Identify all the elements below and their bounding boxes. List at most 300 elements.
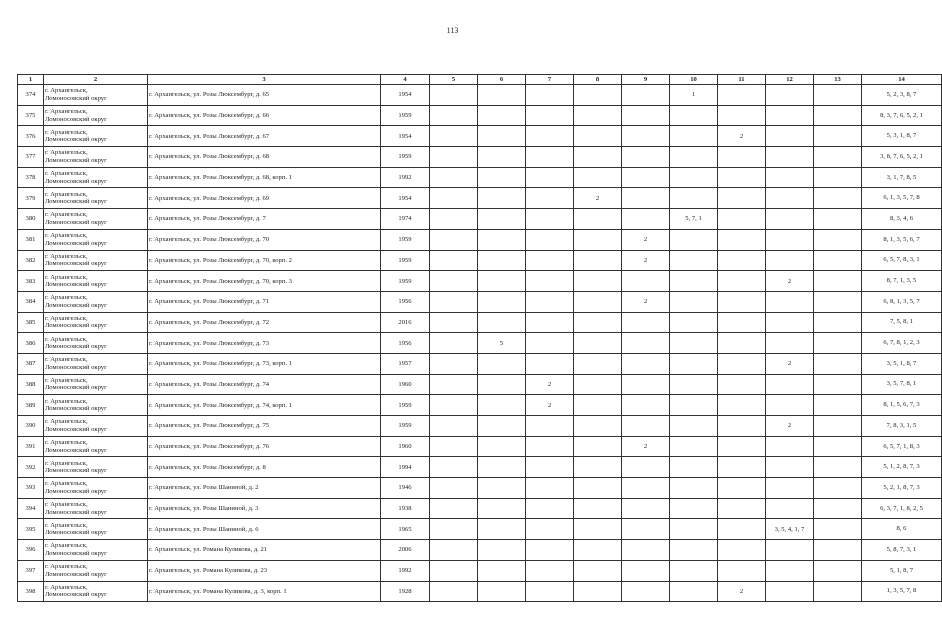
col-10-cell — [670, 167, 718, 188]
year-cell: 1959 — [381, 105, 430, 126]
location-city: г. Архангельск, — [45, 211, 88, 219]
col-11-cell — [718, 519, 766, 540]
col-6-cell — [478, 167, 526, 188]
col-13-cell — [814, 374, 862, 395]
location-district: Ломоносовский округ — [45, 115, 107, 123]
col-13-cell — [814, 271, 862, 292]
col-12-cell: 3, 5, 4, 1, 7 — [766, 519, 814, 540]
location-cell — [44, 188, 148, 209]
col-6-cell — [478, 250, 526, 271]
location-district: Ломоносовский округ — [45, 529, 107, 537]
location-district: Ломоносовский округ — [45, 198, 107, 206]
col-12-cell — [766, 250, 814, 271]
col-12-cell — [766, 126, 814, 147]
col-11-cell — [718, 147, 766, 168]
table-row — [18, 291, 942, 312]
col-12-cell — [766, 188, 814, 209]
col-7-cell — [526, 478, 574, 499]
address-cell: г. Архангельск, ул. Розы Шаниной, д. 2 — [148, 478, 381, 499]
col-14-cell: 8, 1, 5, 6, 7, 3 — [862, 395, 942, 416]
col-7-cell — [526, 126, 574, 147]
col-13-cell — [814, 519, 862, 540]
col-11-cell — [718, 457, 766, 478]
location-cell — [44, 271, 148, 292]
col-10-cell — [670, 333, 718, 354]
table-row — [18, 85, 942, 106]
col-9-cell — [622, 478, 670, 499]
col-14-cell: 6, 5, 7, 8, 3, 1 — [862, 250, 942, 271]
row-number-cell: 380 — [18, 209, 44, 230]
col-9-cell — [622, 581, 670, 602]
col-5-cell — [430, 188, 478, 209]
table-row — [18, 250, 942, 271]
row-number-cell: 374 — [18, 85, 44, 106]
col-7-cell — [526, 250, 574, 271]
col-14-cell: 8, 7, 1, 3, 5 — [862, 271, 942, 292]
col-9-cell — [622, 540, 670, 561]
column-header: 11 — [718, 75, 766, 85]
address-cell: г. Архангельск, ул. Розы Люксембург, д. 74, корп. 1 — [148, 395, 381, 416]
year-cell: 1992 — [381, 560, 430, 581]
col-10-cell — [670, 147, 718, 168]
col-9-cell — [622, 271, 670, 292]
row-number-cell: 379 — [18, 188, 44, 209]
col-8-cell — [574, 498, 622, 519]
address-cell: г. Архангельск, ул. Розы Люксембург, д. 73 — [148, 333, 381, 354]
row-number-cell: 388 — [18, 374, 44, 395]
location-cell — [44, 333, 148, 354]
col-11-cell — [718, 498, 766, 519]
col-5-cell — [430, 436, 478, 457]
col-13-cell — [814, 333, 862, 354]
col-12-cell — [766, 167, 814, 188]
col-14-cell: 5, 1, 2, 8, 7, 3 — [862, 457, 942, 478]
col-5-cell — [430, 519, 478, 540]
col-10-cell — [670, 105, 718, 126]
col-9-cell — [622, 85, 670, 106]
row-number-cell: 392 — [18, 457, 44, 478]
col-9-cell — [622, 395, 670, 416]
col-10-cell — [670, 188, 718, 209]
table-row — [18, 436, 942, 457]
col-7-cell — [526, 209, 574, 230]
col-10-cell — [670, 229, 718, 250]
year-cell: 1992 — [381, 167, 430, 188]
col-6-cell — [478, 478, 526, 499]
year-cell: 1994 — [381, 457, 430, 478]
column-header: 9 — [622, 75, 670, 85]
col-5-cell — [430, 498, 478, 519]
page-number: 113 — [446, 26, 459, 35]
col-10-cell — [670, 560, 718, 581]
col-7-cell — [526, 416, 574, 437]
col-12-cell — [766, 560, 814, 581]
col-7-cell — [526, 188, 574, 209]
location-district: Ломоносовский округ — [45, 363, 107, 371]
table-row — [18, 229, 942, 250]
col-14-cell: 6, 1, 3, 5, 7, 8 — [862, 188, 942, 209]
address-cell: г. Архангельск, ул. Розы Люксембург, д. 73, корп. 1 — [148, 353, 381, 374]
year-cell: 2016 — [381, 312, 430, 333]
col-13-cell — [814, 85, 862, 106]
address-cell: г. Архангельск, ул. Розы Люксембург, д. 8 — [148, 457, 381, 478]
col-6-cell — [478, 457, 526, 478]
col-14-cell: 3, 5, 7, 8, 1 — [862, 374, 942, 395]
col-14-cell: 5, 3, 1, 8, 7 — [862, 126, 942, 147]
location-cell — [44, 209, 148, 230]
col-10-cell — [670, 271, 718, 292]
col-12-cell — [766, 374, 814, 395]
row-number-cell: 375 — [18, 105, 44, 126]
col-9-cell — [622, 498, 670, 519]
col-6-cell — [478, 126, 526, 147]
col-7-cell: 2 — [526, 374, 574, 395]
col-7-cell — [526, 436, 574, 457]
data-table — [17, 74, 942, 602]
location-district: Ломоносовский округ — [45, 239, 107, 247]
col-11-cell — [718, 416, 766, 437]
col-5-cell — [430, 291, 478, 312]
col-13-cell — [814, 126, 862, 147]
col-6-cell — [478, 498, 526, 519]
col-8-cell — [574, 374, 622, 395]
col-12-cell — [766, 312, 814, 333]
address-cell: г. Архангельск, ул. Розы Люксембург, д. 68 — [148, 147, 381, 168]
col-7-cell: 2 — [526, 395, 574, 416]
col-10-cell — [670, 498, 718, 519]
col-11-cell — [718, 105, 766, 126]
table-row — [18, 188, 942, 209]
year-cell: 1956 — [381, 333, 430, 354]
col-12-cell — [766, 436, 814, 457]
col-10-cell — [670, 540, 718, 561]
table-row — [18, 126, 942, 147]
row-number-cell: 386 — [18, 333, 44, 354]
address-cell: г. Архангельск, ул. Розы Люксембург, д. 7 — [148, 209, 381, 230]
year-cell: 1974 — [381, 209, 430, 230]
col-8-cell — [574, 436, 622, 457]
col-5-cell — [430, 105, 478, 126]
row-number-cell: 391 — [18, 436, 44, 457]
col-14-cell: 5, 1, 8, 7 — [862, 560, 942, 581]
col-8-cell — [574, 291, 622, 312]
col-9-cell: 2 — [622, 229, 670, 250]
col-5-cell — [430, 147, 478, 168]
location-cell — [44, 312, 148, 333]
col-12-cell — [766, 395, 814, 416]
col-5-cell — [430, 312, 478, 333]
location-district: Ломоносовский округ — [45, 508, 107, 516]
address-cell: г. Архангельск, ул. Розы Люксембург, д. 70 — [148, 229, 381, 250]
table-row — [18, 333, 942, 354]
location-city: г. Архангельск, — [45, 314, 88, 322]
col-8-cell — [574, 250, 622, 271]
col-9-cell — [622, 312, 670, 333]
year-cell: 1957 — [381, 353, 430, 374]
location-cell — [44, 126, 148, 147]
table-row — [18, 519, 942, 540]
location-district: Ломоносовский округ — [45, 384, 107, 392]
location-cell — [44, 478, 148, 499]
col-8-cell — [574, 85, 622, 106]
col-8-cell — [574, 395, 622, 416]
col-11-cell — [718, 374, 766, 395]
col-10-cell — [670, 581, 718, 602]
col-7-cell — [526, 353, 574, 374]
col-6-cell — [478, 147, 526, 168]
column-header: 3 — [148, 75, 381, 85]
year-cell: 1946 — [381, 478, 430, 499]
table-row — [18, 105, 942, 126]
col-11-cell — [718, 312, 766, 333]
column-header: 6 — [478, 75, 526, 85]
col-12-cell — [766, 540, 814, 561]
table-row — [18, 540, 942, 561]
col-11-cell — [718, 333, 766, 354]
location-city: г. Архангельск, — [45, 397, 88, 405]
col-12-cell — [766, 478, 814, 499]
col-14-cell: 6, 7, 8, 1, 2, 3 — [862, 333, 942, 354]
col-8-cell — [574, 312, 622, 333]
address-cell: г. Архангельск, ул. Розы Люксембург, д. 76 — [148, 436, 381, 457]
col-7-cell — [526, 498, 574, 519]
col-13-cell — [814, 188, 862, 209]
year-cell: 1960 — [381, 374, 430, 395]
column-header: 4 — [381, 75, 430, 85]
col-10-cell — [670, 126, 718, 147]
address-cell: г. Архангельск, ул. Розы Люксембург, д. 69 — [148, 188, 381, 209]
location-city: г. Архангельск, — [45, 149, 88, 157]
col-14-cell: 5, 2, 3, 8, 7 — [862, 85, 942, 106]
col-8-cell — [574, 581, 622, 602]
col-14-cell: 6, 3, 7, 1, 8, 2, 5 — [862, 498, 942, 519]
col-6-cell — [478, 519, 526, 540]
col-6-cell — [478, 188, 526, 209]
table-row — [18, 353, 942, 374]
col-12-cell — [766, 105, 814, 126]
location-district: Ломоносовский округ — [45, 94, 107, 102]
col-12-cell — [766, 85, 814, 106]
year-cell: 1959 — [381, 416, 430, 437]
location-district: Ломоносовский округ — [45, 425, 107, 433]
col-8-cell — [574, 147, 622, 168]
address-cell: г. Архангельск, ул. Розы Люксембург, д. 70, корп. 2 — [148, 250, 381, 271]
location-district: Ломоносовский округ — [45, 405, 107, 413]
col-14-cell: 6, 5, 7, 1, 8, 3 — [862, 436, 942, 457]
col-10-cell — [670, 436, 718, 457]
location-city: г. Архангельск, — [45, 480, 88, 488]
col-9-cell — [622, 416, 670, 437]
col-11-cell — [718, 560, 766, 581]
table-row — [18, 374, 942, 395]
col-5-cell — [430, 167, 478, 188]
address-cell: г. Архангельск, ул. Розы Люксембург, д. 74 — [148, 374, 381, 395]
table-body — [18, 85, 942, 602]
year-cell: 1954 — [381, 126, 430, 147]
col-7-cell — [526, 333, 574, 354]
location-cell — [44, 560, 148, 581]
col-8-cell — [574, 333, 622, 354]
table-row — [18, 271, 942, 292]
location-district: Ломоносовский округ — [45, 487, 107, 495]
col-9-cell — [622, 147, 670, 168]
header-row — [18, 75, 942, 85]
col-7-cell — [526, 85, 574, 106]
row-number-cell: 395 — [18, 519, 44, 540]
col-8-cell — [574, 540, 622, 561]
location-district: Ломоносовский округ — [45, 322, 107, 330]
location-city: г. Архангельск, — [45, 128, 88, 136]
col-7-cell — [526, 105, 574, 126]
col-5-cell — [430, 229, 478, 250]
location-cell — [44, 374, 148, 395]
location-cell — [44, 581, 148, 602]
col-8-cell — [574, 478, 622, 499]
location-city: г. Архангельск, — [45, 252, 88, 260]
col-5-cell — [430, 395, 478, 416]
col-14-cell: 3, 8, 7, 6, 5, 2, 1 — [862, 147, 942, 168]
table-row — [18, 581, 942, 602]
address-cell: г. Архангельск, ул. Розы Люксембург, д. 70, корп. 3 — [148, 271, 381, 292]
col-8-cell — [574, 229, 622, 250]
location-cell — [44, 540, 148, 561]
column-header: 2 — [44, 75, 148, 85]
col-10-cell — [670, 416, 718, 437]
row-number-cell: 376 — [18, 126, 44, 147]
col-7-cell — [526, 457, 574, 478]
col-14-cell: 5, 8, 7, 3, 1 — [862, 540, 942, 561]
location-district: Ломоносовский округ — [45, 281, 107, 289]
col-13-cell — [814, 416, 862, 437]
col-11-cell: 2 — [718, 126, 766, 147]
col-9-cell — [622, 188, 670, 209]
col-9-cell — [622, 353, 670, 374]
location-cell — [44, 457, 148, 478]
address-cell: г. Архангельск, ул. Розы Люксембург, д. 71 — [148, 291, 381, 312]
col-11-cell — [718, 291, 766, 312]
col-11-cell — [718, 478, 766, 499]
col-6-cell — [478, 229, 526, 250]
col-12-cell: 2 — [766, 416, 814, 437]
col-13-cell — [814, 560, 862, 581]
table-row — [18, 312, 942, 333]
location-district: Ломоносовский округ — [45, 260, 107, 268]
col-8-cell — [574, 167, 622, 188]
row-number-cell: 383 — [18, 271, 44, 292]
address-cell: г. Архангельск, ул. Розы Люксембург, д. 65 — [148, 85, 381, 106]
col-14-cell: 8, 1, 3, 5, 6, 7 — [862, 229, 942, 250]
col-13-cell — [814, 105, 862, 126]
location-cell — [44, 353, 148, 374]
col-9-cell — [622, 457, 670, 478]
location-city: г. Архангельск, — [45, 583, 88, 591]
col-5-cell — [430, 374, 478, 395]
col-12-cell — [766, 581, 814, 602]
col-13-cell — [814, 457, 862, 478]
col-10-cell — [670, 291, 718, 312]
col-13-cell — [814, 167, 862, 188]
location-city: г. Архангельск, — [45, 273, 88, 281]
table-row — [18, 167, 942, 188]
location-cell — [44, 85, 148, 106]
col-8-cell — [574, 126, 622, 147]
location-cell — [44, 147, 148, 168]
location-district: Ломоносовский округ — [45, 446, 107, 454]
col-14-cell: 7, 8, 3, 1, 5 — [862, 416, 942, 437]
col-9-cell — [622, 374, 670, 395]
location-district: Ломоносовский округ — [45, 343, 107, 351]
location-district: Ломоносовский округ — [45, 177, 107, 185]
col-5-cell — [430, 581, 478, 602]
address-cell: г. Архангельск, ул. Розы Люксембург, д. 67 — [148, 126, 381, 147]
col-11-cell — [718, 188, 766, 209]
table-row — [18, 209, 942, 230]
row-number-cell: 387 — [18, 353, 44, 374]
col-14-cell: 8, 3, 4, 6 — [862, 209, 942, 230]
address-cell: г. Архангельск, ул. Розы Шаниной, д. 3 — [148, 498, 381, 519]
location-city: г. Архангельск, — [45, 376, 88, 384]
location-city: г. Архангельск, — [45, 459, 88, 467]
location-cell — [44, 498, 148, 519]
column-header: 12 — [766, 75, 814, 85]
address-cell: г. Архангельск, ул. Романа Куликова, д. 3, корп. 1 — [148, 581, 381, 602]
col-11-cell — [718, 353, 766, 374]
column-header: 13 — [814, 75, 862, 85]
col-8-cell — [574, 105, 622, 126]
location-district: Ломоносовский округ — [45, 156, 107, 164]
col-12-cell: 2 — [766, 353, 814, 374]
row-number-cell: 390 — [18, 416, 44, 437]
location-city: г. Архангельск, — [45, 294, 88, 302]
year-cell: 1938 — [381, 498, 430, 519]
col-5-cell — [430, 478, 478, 499]
col-9-cell — [622, 105, 670, 126]
col-8-cell — [574, 271, 622, 292]
col-12-cell — [766, 498, 814, 519]
location-city: г. Архангельск, — [45, 335, 88, 343]
table-row — [18, 395, 942, 416]
col-12-cell — [766, 209, 814, 230]
col-11-cell — [718, 436, 766, 457]
table-row — [18, 560, 942, 581]
col-6-cell — [478, 209, 526, 230]
col-12-cell: 2 — [766, 271, 814, 292]
col-12-cell — [766, 457, 814, 478]
col-6-cell — [478, 105, 526, 126]
location-city: г. Архангельск, — [45, 356, 88, 364]
location-city: г. Архангельск, — [45, 501, 88, 509]
col-5-cell — [430, 540, 478, 561]
col-11-cell — [718, 540, 766, 561]
location-cell — [44, 519, 148, 540]
row-number-cell: 377 — [18, 147, 44, 168]
location-cell — [44, 416, 148, 437]
location-district: Ломоносовский округ — [45, 301, 107, 309]
col-5-cell — [430, 416, 478, 437]
year-cell: 1960 — [381, 436, 430, 457]
location-cell — [44, 395, 148, 416]
row-number-cell: 398 — [18, 581, 44, 602]
col-6-cell — [478, 85, 526, 106]
col-11-cell — [718, 250, 766, 271]
col-12-cell — [766, 333, 814, 354]
year-cell: 2006 — [381, 540, 430, 561]
col-8-cell — [574, 353, 622, 374]
address-cell: г. Архангельск, ул. Розы Люксембург, д. 68, корп. 1 — [148, 167, 381, 188]
col-6-cell — [478, 374, 526, 395]
row-number-cell: 394 — [18, 498, 44, 519]
col-9-cell — [622, 333, 670, 354]
